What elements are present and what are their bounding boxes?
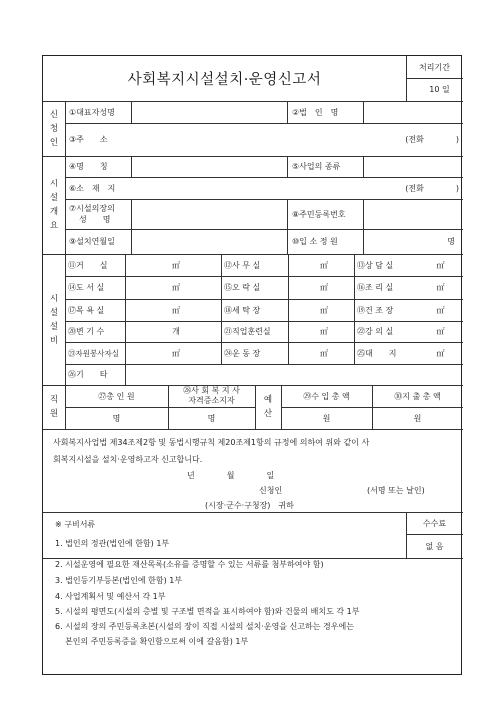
unit-label: ㎡ bbox=[172, 305, 180, 315]
budget-section-label bbox=[255, 385, 281, 429]
install-date-label: ⑨설치연월일 bbox=[69, 237, 115, 246]
declaration-text: 사회복지사업법 제34조제2항 및 동법시행규칙 제20조제1항의 규정에 의하여 위와 같이 사 bbox=[53, 438, 370, 447]
document-item: 3. 법인등기부등본(법인에 한함) 1부 bbox=[55, 576, 183, 585]
equipment-label: ⑰목 욕 실 bbox=[68, 305, 105, 315]
phone-label: (전화 ) bbox=[405, 183, 459, 193]
declaration-text: 회복지시설을 설치·운영하고자 신고합니다. bbox=[53, 455, 203, 464]
fee-value: 없 음 bbox=[425, 541, 444, 551]
equipment-area-field[interactable] bbox=[125, 342, 221, 364]
other-field[interactable] bbox=[125, 364, 463, 385]
corp-name-field[interactable] bbox=[363, 101, 463, 123]
equipment-label: ⑲건 조 장 bbox=[357, 305, 394, 315]
equipment-label: ⑬상 담 실 bbox=[357, 260, 394, 270]
rep-name-label: ①대표자성명 bbox=[69, 107, 115, 117]
fee-label: 수수료 bbox=[422, 518, 447, 528]
capacity-unit: 명 bbox=[447, 237, 455, 246]
equipment-area-field[interactable] bbox=[125, 299, 221, 321]
unit-label: ㎡ bbox=[436, 283, 445, 292]
capacity-label: ⑩입 소 정 원 bbox=[292, 237, 338, 246]
equipment-area-field[interactable] bbox=[412, 321, 463, 342]
rule bbox=[287, 101, 288, 123]
equipment-label: ⑳변 기 수 bbox=[68, 327, 105, 336]
rule bbox=[221, 254, 222, 364]
equipment-label: ⑪거 실 bbox=[68, 260, 108, 270]
social-worker-line: ㉘사 회 복 지 사 bbox=[183, 386, 240, 395]
equipment-area-field[interactable] bbox=[125, 276, 221, 299]
equipment-label: ㉓자원봉사자실 bbox=[68, 348, 119, 358]
location-label: ⑥소 재 지 bbox=[69, 183, 116, 193]
social-worker-line: 자격증소지자 bbox=[188, 396, 235, 405]
equipment-area-field[interactable] bbox=[288, 254, 354, 276]
other-label: ㉖기 타 bbox=[68, 370, 108, 379]
facility-section-label bbox=[43, 156, 65, 254]
unit-label: ㎡ bbox=[320, 260, 328, 270]
rule bbox=[65, 101, 66, 429]
unit-label: ㎡ bbox=[172, 260, 180, 270]
document-item: 본인의 주민등록증을 확인함으로써 이에 갈음함) 1부 bbox=[65, 637, 249, 646]
section-char: 비 bbox=[49, 335, 59, 346]
head-name-label bbox=[69, 199, 131, 229]
unit-label: 명 bbox=[207, 413, 216, 423]
unit-label: ㎡ bbox=[320, 348, 328, 358]
document-item: 5. 시설의 평면도(시설의 층별 및 구조별 면적을 표시하여야 함)와 건물의 배치도 각 1부 bbox=[55, 607, 360, 616]
head-name-line: ⑦시설의장의 bbox=[69, 204, 115, 213]
section-char: 설 bbox=[49, 321, 59, 332]
unit-label: ㎡ bbox=[436, 305, 445, 315]
section-char: 청 bbox=[49, 123, 59, 134]
address-label: ③주 소 bbox=[69, 135, 108, 144]
processing-period-value: 10 일 bbox=[429, 85, 450, 94]
equipment-area-field[interactable] bbox=[288, 276, 354, 299]
head-name-line: 성 명 bbox=[79, 215, 111, 224]
equipment-label: ㉑직업훈련실 bbox=[224, 327, 271, 336]
section-char: 시 bbox=[49, 293, 59, 304]
phone-label: (전화 ) bbox=[405, 135, 459, 144]
section-char: 예 bbox=[263, 395, 273, 405]
equipment-label: ⑮오 락 실 bbox=[224, 283, 261, 292]
document-item: 4. 사업계획서 및 예산서 각 1부 bbox=[55, 592, 166, 601]
rep-name-field[interactable] bbox=[131, 101, 287, 123]
section-char: 산 bbox=[263, 409, 273, 419]
applicant-section-label bbox=[43, 101, 65, 156]
section-char: 인 bbox=[49, 137, 59, 148]
declaration-date[interactable]: 년 월 일 bbox=[187, 471, 275, 480]
expense-label: ㉚지 출 총 액 bbox=[394, 391, 441, 401]
section-char: 설 bbox=[49, 193, 59, 203]
rule bbox=[43, 512, 463, 513]
income-label: ㉙수 입 총 액 bbox=[303, 391, 350, 401]
staff-section-label bbox=[43, 385, 65, 429]
facility-name-field[interactable] bbox=[131, 156, 287, 177]
equipment-label: ⑫사 무 실 bbox=[224, 260, 261, 270]
signature-field[interactable]: (서명 또는 날인) bbox=[367, 486, 425, 495]
section-char: 설 bbox=[49, 307, 59, 318]
capacity-field[interactable] bbox=[363, 229, 455, 254]
recipient-label: (시장·군수·구청장) 귀하 bbox=[205, 501, 294, 510]
unit-label: ㎡ bbox=[320, 283, 328, 292]
equipment-area-field[interactable] bbox=[412, 276, 463, 299]
unit-label: ㎡ bbox=[172, 348, 180, 358]
documents-heading: ※ 구비서류 bbox=[55, 520, 96, 529]
equipment-area-field[interactable] bbox=[288, 321, 354, 342]
equipment-area-field[interactable] bbox=[412, 342, 463, 364]
equipment-count-field[interactable] bbox=[125, 321, 221, 342]
social-worker-label bbox=[168, 385, 255, 407]
equipment-section-label bbox=[43, 254, 65, 385]
equipment-label: ㉔운 동 장 bbox=[224, 348, 261, 358]
expense-field[interactable] bbox=[372, 407, 463, 429]
equipment-area-field[interactable] bbox=[288, 342, 354, 364]
social-worker-field[interactable] bbox=[168, 407, 255, 429]
income-field[interactable] bbox=[281, 407, 372, 429]
unit-label: ㎡ bbox=[320, 327, 328, 336]
unit-label: ㎡ bbox=[320, 305, 328, 315]
install-date-field[interactable] bbox=[131, 229, 287, 254]
equipment-label: ⑭도 서 실 bbox=[68, 283, 105, 292]
business-type-label: ⑤사업의 종류 bbox=[292, 162, 341, 171]
rule bbox=[354, 254, 355, 364]
head-name-field[interactable] bbox=[131, 199, 287, 229]
unit-label: ㎡ bbox=[436, 327, 445, 336]
equipment-area-field[interactable] bbox=[125, 254, 221, 276]
equipment-label: ㉒강 의 실 bbox=[357, 327, 394, 336]
unit-label: 개 bbox=[172, 327, 180, 336]
equipment-area-field[interactable] bbox=[412, 299, 463, 321]
document-item: 6. 시설의 장의 주민등록초본(시설의 장이 직접 시설의 설치·운영을 신고하는 경우에는 bbox=[55, 622, 354, 631]
unit-label: ㎡ bbox=[436, 260, 445, 270]
document-item: 2. 시설운영에 필요한 재산목록(소유를 증명할 수 있는 서류를 첨부하여야 함) bbox=[55, 560, 324, 569]
facility-name-label: ④명 칭 bbox=[69, 162, 108, 171]
section-char: 요 bbox=[49, 221, 59, 231]
resident-no-field[interactable] bbox=[363, 199, 463, 229]
unit-label: 원 bbox=[322, 413, 331, 423]
section-char: 개 bbox=[49, 207, 59, 217]
total-staff-label: ㉗총 인 원 bbox=[98, 391, 135, 401]
section-char: 시 bbox=[49, 179, 59, 189]
unit-label: ㎡ bbox=[172, 283, 180, 292]
equipment-area-field[interactable] bbox=[288, 299, 354, 321]
location-field[interactable] bbox=[131, 177, 459, 199]
resident-no-label: ⑧주민등록번호 bbox=[292, 209, 346, 219]
equipment-label: ㉕대 지 bbox=[357, 348, 397, 358]
total-staff-field[interactable] bbox=[65, 407, 168, 429]
section-char: 신 bbox=[49, 109, 59, 120]
corp-name-label: ②법 인 명 bbox=[292, 107, 339, 117]
applicant-sign-label: 신청인 bbox=[259, 486, 283, 495]
equipment-area-field[interactable] bbox=[412, 254, 463, 276]
section-char: 직 bbox=[49, 395, 59, 405]
rule bbox=[43, 429, 463, 430]
section-char: 원 bbox=[49, 409, 59, 419]
equipment-label: ⑯조 리 실 bbox=[357, 283, 394, 292]
unit-label: 명 bbox=[112, 413, 121, 423]
report-form bbox=[42, 55, 462, 675]
form-title: 사회복지시설설치·운영신고서 bbox=[127, 72, 322, 88]
processing-period-label: 처리기간 bbox=[419, 62, 450, 72]
document-item: 1. 법인의 정관(법인에 한함) 1부 bbox=[55, 539, 170, 548]
rule bbox=[287, 199, 288, 254]
unit-label: 원 bbox=[413, 413, 422, 423]
rule bbox=[287, 156, 288, 177]
address-field[interactable] bbox=[131, 123, 459, 156]
business-type-field[interactable] bbox=[363, 156, 463, 177]
equipment-label: ⑱세 탁 장 bbox=[224, 305, 261, 315]
unit-label: ㎡ bbox=[436, 348, 445, 358]
